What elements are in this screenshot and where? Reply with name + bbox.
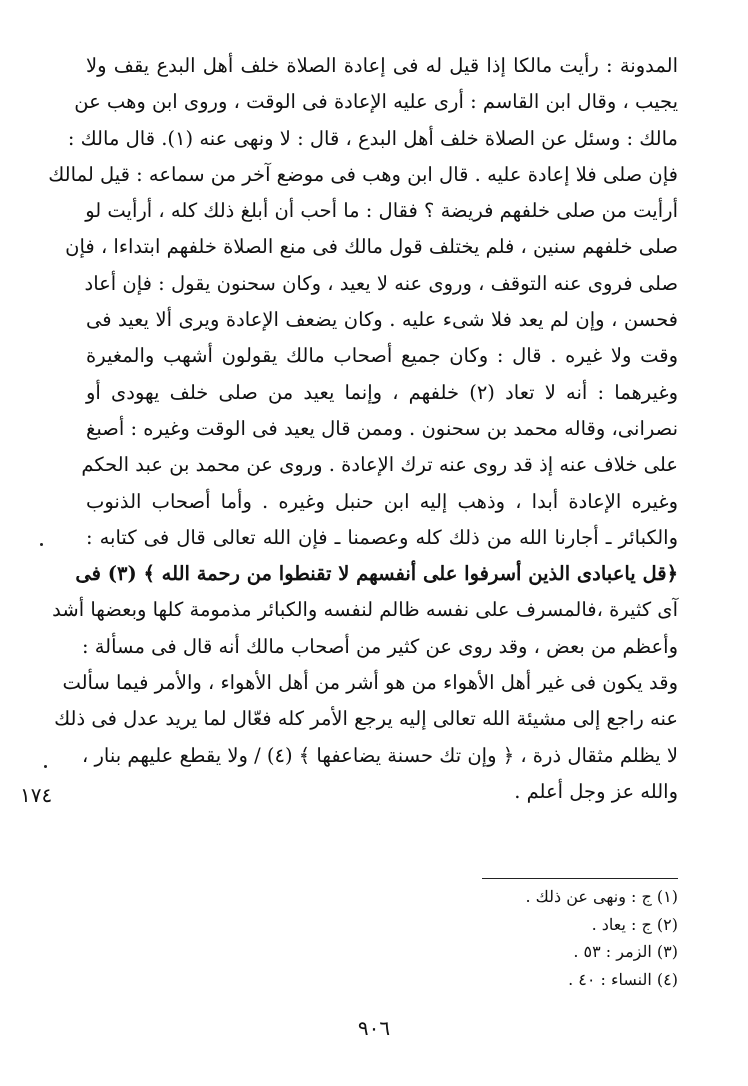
text-line: آى كثيرة ،فالمسرف على نفسه ظالم لنفسه والكبائر مذمومة كلها وبعضها أشد bbox=[52, 598, 678, 622]
text-line: على خلاف عنه إذ قد روى عنه ترك الإعادة . وروى عن محمد بن عبد الحكم bbox=[81, 453, 678, 477]
text-line: فإن صلى فلا إعادة عليه . قال ابن وهب فى موضع آخر من سماعه : قيل لمالك bbox=[48, 162, 678, 186]
ink-dot bbox=[44, 765, 47, 768]
text-line: مالك : وسئل عن الصلاة خلف أهل البدع ، قال : لا ونهى عنه (١). قال مالك : bbox=[67, 126, 678, 150]
text-line: فحسن ، وإن لم يعد فلا شىء عليه . وكان يضعف الإعادة ويرى ألا يعيد فى bbox=[86, 308, 678, 332]
page-number: ٩٠٦ bbox=[357, 1016, 391, 1040]
text-line: والكبائر ـ أجارنا الله من ذلك كله وعصمنا ـ فإن الله تعالى قال فى كتابه : bbox=[86, 525, 678, 549]
text-line: وقت ولا غيره . قال : وكان جميع أصحاب مالك يقولون أشهب والمغيرة bbox=[86, 344, 678, 368]
text-line: عنه راجع إلى مشيئة الله تعالى إليه يرجع الأمر كله فعّال لما يريد عدل فى ذلك bbox=[54, 707, 678, 731]
main-text-block bbox=[48, 48, 679, 810]
text-line: وقد يكون فى غير أهل الأهواء من هو أشر من أهل الأهواء ، والأمر فيما سألت bbox=[62, 671, 678, 695]
text-line: المدونة : رأيت مالكا إذا قيل له فى إعادة الصلاة خلف أهل البدع يقف ولا bbox=[86, 54, 678, 77]
text-line: أرأيت من صلى خلفهم فريضة ؟ فقال : ما أحب أن أبلغ ذلك كله ، أرأيت لو bbox=[85, 199, 678, 223]
ink-dot bbox=[40, 543, 43, 546]
text-line: وأعظم من بعض ، وقد روى عن كثير من أصحاب مالك أنه قال فى مسألة : bbox=[81, 634, 678, 658]
text-line: صلى خلفهم سنين ، فلم يختلف قول مالك فى منع الصلاة خلفهم ابتداءا ، فإن bbox=[65, 235, 678, 259]
footnote: (٢) ج : يعاد . bbox=[591, 914, 678, 934]
text-line: يجيب ، وقال ابن القاسم : أرى عليه الإعادة فى الوقت ، وروى ابن وهب عن bbox=[74, 90, 678, 114]
footnote: (١) ج : ونهى عن ذلك . bbox=[525, 887, 678, 906]
footnote-separator bbox=[482, 878, 678, 879]
footnote: (٣) الزمر : ٥٣ . bbox=[573, 942, 678, 961]
text-line: وغيره الإعادة أبدا ، وذهب إليه ابن حنبل وغيره . وأما أصحاب الذنوب bbox=[86, 489, 678, 513]
quran-verse-line: ﴿قل ياعبادى الذين أسرفوا على أنفسهم لا تقنطوا من رحمة الله ﴾ (٣) فى bbox=[75, 562, 678, 586]
text-line: نصرانى، وقاله محمد بن سحنون . وممن قال يعيد فى الوقت وغيره : أصبغ bbox=[86, 416, 678, 440]
text-line: وغيرهما : أنه لا تعاد (٢) خلفهم ، وإنما يعيد من صلى خلف يهودى أو bbox=[86, 380, 679, 404]
margin-folio-number: ١٧٤ bbox=[20, 783, 53, 807]
text-line: والله عز وجل أعلم . bbox=[514, 779, 678, 803]
footnotes-block bbox=[86, 883, 678, 993]
text-line: لا يظلم مثقال ذرة ، ﴿ وإن تك حسنة يضاعفها ﴾ (٤) / ولا يقطع عليهم بنار ، bbox=[81, 743, 678, 767]
footnote: (٤) النساء : ٤٠ . bbox=[568, 969, 678, 989]
text-line: صلى فروى عنه التوقف ، وروى عنه لا يعيد ، وكان سحنون يقول : فإن أعاد bbox=[84, 271, 678, 295]
